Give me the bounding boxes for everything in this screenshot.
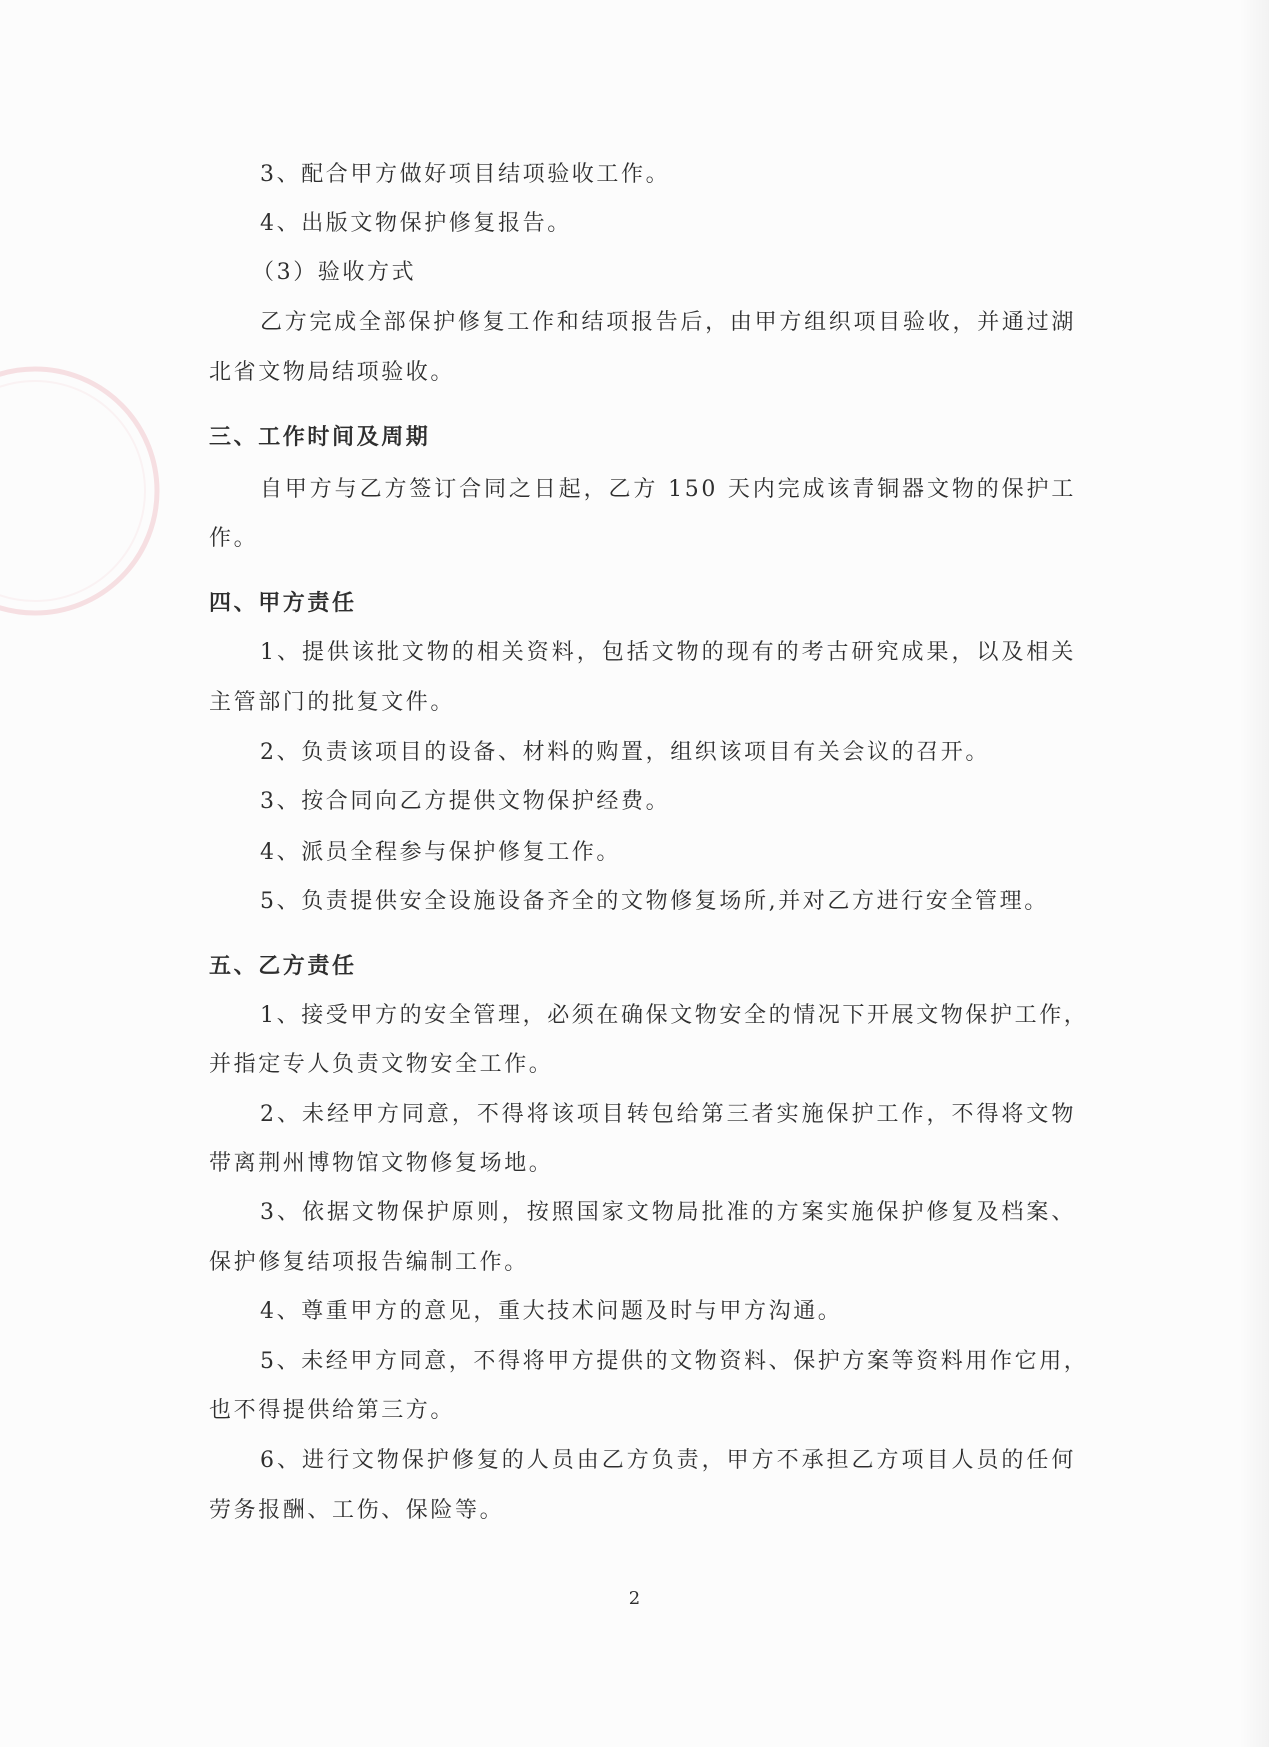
paragraph-line: 北省文物局结项验收。 bbox=[209, 360, 456, 385]
section-heading: 三、工作时间及周期 bbox=[209, 424, 431, 450]
clause-line: 3、依据文物保护原则，按照国家文物局批准的方案实施保护修复及档案、 bbox=[260, 1200, 1076, 1225]
section-heading: 五、乙方责任 bbox=[209, 953, 357, 979]
subheading: （3）验收方式 bbox=[252, 260, 417, 285]
clause-line: 4、尊重甲方的意见，重大技术问题及时与甲方沟通。 bbox=[260, 1299, 843, 1324]
clause-line: 6、进行文物保护修复的人员由乙方负责，甲方不承担乙方项目人员的任何 bbox=[260, 1448, 1076, 1473]
clause-line: 4、派员全程参与保护修复工作。 bbox=[260, 840, 621, 865]
clause-line: 1、接受甲方的安全管理，必须在确保文物安全的情况下开展文物保护工作， bbox=[260, 1003, 1089, 1028]
clause-line: 主管部门的批复文件。 bbox=[209, 690, 456, 715]
clause-line: 劳务报酬、工伤、保险等。 bbox=[209, 1498, 505, 1523]
page-number: 2 bbox=[628, 1588, 641, 1609]
clause-line: 2、未经甲方同意，不得将该项目转包给第三者实施保护工作，不得将文物 bbox=[260, 1102, 1076, 1127]
clause-line: 保护修复结项报告编制工作。 bbox=[209, 1250, 529, 1275]
scan-edge-shadow bbox=[1239, 0, 1269, 1747]
clause-line: 3、配合甲方做好项目结项验收工作。 bbox=[260, 162, 671, 187]
clause-line: 1、提供该批文物的相关资料，包括文物的现有的考古研究成果，以及相关 bbox=[260, 640, 1076, 665]
red-seal-stamp bbox=[0, 360, 200, 630]
section-heading: 四、甲方责任 bbox=[209, 590, 357, 616]
clause-line: 5、未经甲方同意，不得将甲方提供的文物资料、保护方案等资料用作它用， bbox=[260, 1349, 1089, 1374]
clause-line: 带离荆州博物馆文物修复场地。 bbox=[209, 1151, 554, 1176]
paragraph-line: 自甲方与乙方签订合同之日起，乙方 150 天内完成该青铜器文物的保护工 bbox=[260, 477, 1076, 502]
paragraph-line: 乙方完成全部保护修复工作和结项报告后，由甲方组织项目验收，并通过湖 bbox=[260, 310, 1076, 335]
clause-line: 5、负责提供安全设施设备齐全的文物修复场所,并对乙方进行安全管理。 bbox=[260, 889, 1049, 914]
clause-line: 2、负责该项目的设备、材料的购置，组织该项目有关会议的召开。 bbox=[260, 740, 990, 765]
clause-line: 3、按合同向乙方提供文物保护经费。 bbox=[260, 789, 671, 814]
paragraph-line: 作。 bbox=[209, 526, 259, 551]
clause-line: 也不得提供给第三方。 bbox=[209, 1398, 456, 1423]
clause-line: 并指定专人负责文物安全工作。 bbox=[209, 1052, 554, 1077]
clause-line: 4、出版文物保护修复报告。 bbox=[260, 211, 572, 236]
